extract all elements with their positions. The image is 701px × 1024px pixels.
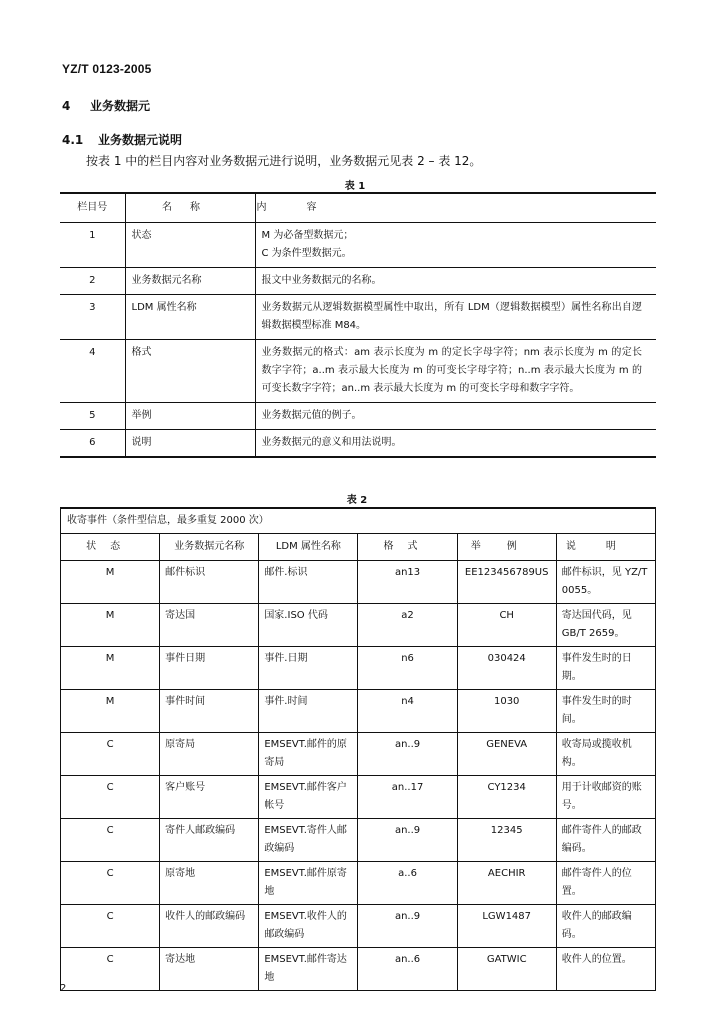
table1-content-line: M 为必备型数据元；	[261, 230, 354, 241]
table2-cell-name: 邮件标识	[160, 561, 259, 604]
table1-cell-no: 1	[60, 223, 125, 268]
table2-cell-name: 寄达地	[160, 948, 259, 991]
table2-row	[61, 862, 656, 905]
table2-cell-format: a..6	[358, 862, 457, 905]
table2-cell-name: 事件时间	[160, 690, 259, 733]
table2-row	[61, 604, 656, 647]
table2-header-status: 状态	[61, 534, 160, 561]
table2-cell-name: 事件日期	[160, 647, 259, 690]
table1-row	[60, 295, 656, 340]
table2-cell-desc: 事件发生时的时间。	[556, 690, 655, 733]
table2-header-row	[61, 534, 656, 561]
table2-cell-format: n6	[358, 647, 457, 690]
table2-cell-example: EE123456789US	[457, 561, 556, 604]
table2-header-name: 业务数据元名称	[160, 534, 259, 561]
table2-cell-desc: 邮件寄件人的邮政编码。	[556, 819, 655, 862]
table1-content-line: 业务数据元值的例子。	[261, 410, 362, 421]
table1-cell-content	[255, 340, 656, 403]
table2-cell-status: M	[61, 690, 160, 733]
table1-caption: 表 1	[344, 181, 366, 192]
table2-section-title: 收寄事件（条件型信息，最多重复 2000 次）	[61, 508, 656, 534]
table1-header-name: 名称	[125, 193, 255, 223]
table2-cell-example: 12345	[457, 819, 556, 862]
table1-row	[60, 268, 656, 295]
table1-row	[60, 223, 656, 268]
table1-cell-no: 3	[60, 295, 125, 340]
table1-cell-content	[255, 223, 656, 268]
table2-header-desc: 说明	[556, 534, 655, 561]
table2	[60, 507, 656, 991]
table1-cell-content	[255, 430, 656, 458]
table2-cell-desc: 邮件标识，见 YZ/T 0055。	[556, 561, 655, 604]
table2-cell-status: C	[61, 733, 160, 776]
table1-header-content: 内容	[255, 193, 656, 223]
table2-header-format: 格式	[358, 534, 457, 561]
section-heading	[62, 97, 150, 114]
table1-cell-content	[255, 268, 656, 295]
table2-cell-example: 1030	[457, 690, 556, 733]
table2-cell-example: CY1234	[457, 776, 556, 819]
table2-section-row	[61, 508, 656, 534]
table1-content-line: C 为条件型数据元。	[261, 248, 352, 259]
table2-cell-format: an..9	[358, 819, 457, 862]
table2-cell-ldm: 国家.ISO 代码	[259, 604, 358, 647]
table2-cell-status: C	[61, 862, 160, 905]
table2-cell-ldm: EMSEVT.邮件寄达地	[259, 948, 358, 991]
table2-cell-example: 030424	[457, 647, 556, 690]
table2-cell-example: LGW1487	[457, 905, 556, 948]
table2-cell-ldm: EMSEVT.邮件原寄地	[259, 862, 358, 905]
table2-row	[61, 733, 656, 776]
table2-cell-format: an13	[358, 561, 457, 604]
table2-row	[61, 776, 656, 819]
table1-cell-name: 状态	[125, 223, 255, 268]
subsection-title: 业务数据元说明	[98, 133, 183, 147]
table2-cell-example: GATWIC	[457, 948, 556, 991]
table1-cell-name: LDM 属性名称	[125, 295, 255, 340]
table2-row	[61, 948, 656, 991]
table2-cell-ldm: EMSEVT.邮件客户帐号	[259, 776, 358, 819]
table1-cell-no: 2	[60, 268, 125, 295]
table2-cell-status: C	[61, 905, 160, 948]
table1-cell-content	[255, 295, 656, 340]
table2-cell-name: 原寄地	[160, 862, 259, 905]
table2-cell-ldm: 事件.日期	[259, 647, 358, 690]
table2-cell-ldm: 事件.时间	[259, 690, 358, 733]
table2-cell-example: GENEVA	[457, 733, 556, 776]
table2-row	[61, 647, 656, 690]
table2-cell-desc: 收寄局或揽收机构。	[556, 733, 655, 776]
table2-caption: 表 2	[346, 495, 368, 506]
table1-cell-no: 4	[60, 340, 125, 403]
table2-row	[61, 819, 656, 862]
table2-cell-example: CH	[457, 604, 556, 647]
table2-cell-status: C	[61, 819, 160, 862]
table2-cell-name: 客户账号	[160, 776, 259, 819]
table2-row	[61, 905, 656, 948]
page-number: 2	[60, 983, 67, 994]
table1	[60, 192, 656, 458]
table2-cell-desc: 邮件寄件人的位置。	[556, 862, 655, 905]
table2-cell-desc: 事件发生时的日期。	[556, 647, 655, 690]
table1-content-line: 业务数据元的意义和用法说明。	[261, 437, 402, 448]
table2-header-ldm: LDM 属性名称	[259, 534, 358, 561]
table2-cell-format: an..17	[358, 776, 457, 819]
table2-cell-status: M	[61, 561, 160, 604]
table2-row	[61, 561, 656, 604]
table1-cell-content	[255, 403, 656, 430]
table2-cell-name: 寄件人邮政编码	[160, 819, 259, 862]
table2-cell-ldm: EMSEVT.收件人的邮政编码	[259, 905, 358, 948]
table2-cell-ldm: EMSEVT.寄件人邮政编码	[259, 819, 358, 862]
table1-cell-name: 说明	[125, 430, 255, 458]
table2-cell-format: a2	[358, 604, 457, 647]
table1-cell-no: 5	[60, 403, 125, 430]
table1-content-line: 业务数据元的格式：am 表示长度为 m 的定长字母字符；nm 表示长度为 m 的定长数字字符；a..m 表示最大长度为 m 的可变长字母字符；n..m 表示最大长度为 m 的可变长数字字符；an..m 表示最大长度为 m 的可变长字母和数字字符。	[261, 347, 642, 394]
table2-cell-status: M	[61, 604, 160, 647]
table2-cell-desc: 收件人的位置。	[556, 948, 655, 991]
table1-header-row	[60, 193, 656, 223]
table1-content-line: 报文中业务数据元的名称。	[261, 275, 382, 286]
table2-cell-format: n4	[358, 690, 457, 733]
intro-paragraph: 按表 1 中的栏目内容对业务数据元进行说明，业务数据元见表 2 – 表 12。	[86, 154, 482, 168]
table2-cell-status: M	[61, 647, 160, 690]
table2-cell-status: C	[61, 948, 160, 991]
section-number: 4	[62, 99, 71, 113]
table2-cell-desc: 收件人的邮政编码。	[556, 905, 655, 948]
table2-cell-desc: 寄达国代码，见 GB/T 2659。	[556, 604, 655, 647]
table1-row	[60, 403, 656, 430]
table2-cell-ldm: EMSEVT.邮件的原寄局	[259, 733, 358, 776]
table1-cell-name: 业务数据元名称	[125, 268, 255, 295]
table1-header-no: 栏目号	[60, 193, 125, 223]
table2-cell-desc: 用于计收邮资的账号。	[556, 776, 655, 819]
table2-row	[61, 690, 656, 733]
table2-cell-status: C	[61, 776, 160, 819]
table2-cell-format: an..6	[358, 948, 457, 991]
table1-cell-no: 6	[60, 430, 125, 458]
table1-cell-name: 格式	[125, 340, 255, 403]
table2-cell-name: 寄达国	[160, 604, 259, 647]
section-title: 业务数据元	[90, 99, 151, 113]
table2-cell-format: an..9	[358, 733, 457, 776]
subsection-number: 4.1	[62, 133, 84, 147]
table1-cell-name: 举例	[125, 403, 255, 430]
table2-cell-name: 收件人的邮政编码	[160, 905, 259, 948]
table2-cell-ldm: 邮件.标识	[259, 561, 358, 604]
table1-row	[60, 340, 656, 403]
table2-header-example: 举例	[457, 534, 556, 561]
table2-cell-example: AECHIR	[457, 862, 556, 905]
subsection-heading	[62, 131, 182, 148]
table2-cell-name: 原寄局	[160, 733, 259, 776]
table2-cell-format: an..9	[358, 905, 457, 948]
table1-content-line: 业务数据元从逻辑数据模型属性中取出，所有 LDM（逻辑数据模型）属性名称出自逻辑数据模型标准 M84。	[261, 302, 642, 331]
table1-row	[60, 430, 656, 458]
document-code: YZ/T 0123-2005	[62, 62, 152, 76]
